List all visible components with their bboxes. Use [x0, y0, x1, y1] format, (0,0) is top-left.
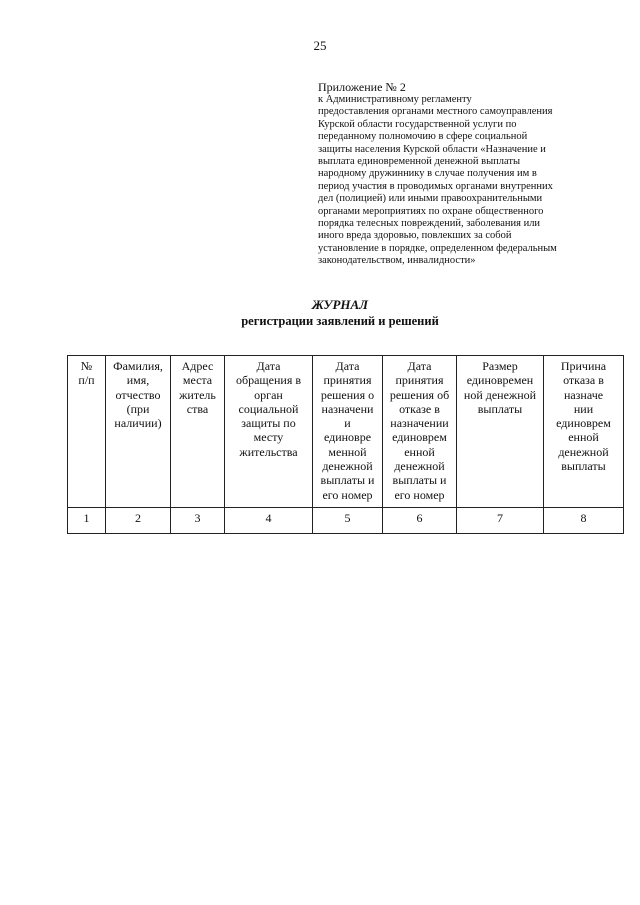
column-header-line: Дата: [335, 359, 360, 373]
annex-line: предоставления органами местного самоуправления: [318, 106, 553, 118]
annex-line: народному дружиннику в случае получения им в: [318, 168, 537, 180]
header-row: [68, 356, 624, 508]
column-header-payment-amount: [457, 356, 544, 508]
annex-line: порядка телесных повреждений, заболевания или: [318, 218, 541, 230]
annex-line: органами мероприятиях по охране общественного: [318, 205, 544, 217]
column-header-line: Размер: [482, 359, 518, 373]
annex-line: установление в порядке, определенном федеральным: [318, 242, 557, 254]
column-header-grant-decision: [313, 356, 383, 508]
column-header-line: принятия: [395, 373, 444, 388]
column-header-line: имя,: [126, 373, 150, 388]
column-header-line: принятия: [323, 373, 372, 388]
column-header-line: выплаты: [561, 459, 606, 474]
column-header-line: единовремен: [466, 373, 534, 388]
column-number: 4: [225, 508, 313, 534]
column-header-line: жительства: [239, 444, 298, 459]
column-header-number: [68, 356, 106, 508]
column-header-address: [171, 356, 225, 508]
annex-line: выплата единовременной денежной выплаты: [318, 156, 521, 168]
column-header-line: отказе в: [399, 401, 440, 416]
column-header-line: нии: [573, 401, 594, 416]
column-header-line: выплаты и: [320, 473, 375, 488]
column-header-line: единовре: [323, 430, 372, 445]
column-header-line: защиты по: [241, 416, 296, 431]
column-header-line: менной: [328, 444, 367, 459]
column-header-line: денежной: [322, 459, 373, 474]
column-header-line: и: [344, 416, 351, 431]
column-header-line: Фамилия,: [113, 359, 163, 373]
annex-line: период участия в проводимых органами внутренних: [318, 180, 553, 192]
column-header-line: единоврем: [392, 430, 447, 445]
column-header-line: решения о: [320, 387, 375, 402]
column-header-line: Дата: [407, 359, 432, 373]
annex-line: Курской области государственной услуги по: [318, 118, 517, 130]
column-header-full-name: [106, 356, 171, 508]
column-header-line: обращения в: [235, 373, 302, 388]
annex-line: законодательством, инвалидности»: [318, 255, 476, 267]
column-header-line: орган: [254, 387, 283, 402]
column-header-line: ства: [186, 401, 209, 416]
column-number: 1: [68, 508, 106, 534]
column-number: 3: [171, 508, 225, 534]
column-header-line: №: [80, 359, 93, 373]
column-header-line: единоврем: [556, 416, 611, 431]
column-header-line: денежной: [558, 444, 609, 459]
column-header-line: выплаты: [477, 401, 523, 416]
column-header-refusal-reason: [544, 356, 624, 508]
column-header-line: отказа в: [563, 373, 604, 388]
column-header-line: енной: [404, 444, 435, 459]
column-header-line: наличии): [114, 416, 162, 431]
annex-line: защиты населения Курской области «Назначение и: [318, 143, 546, 155]
column-number: 7: [457, 508, 544, 534]
annex-line: к Административному регламенту: [318, 94, 472, 105]
page-number: 25: [313, 38, 327, 53]
column-header-line: решения об: [389, 387, 450, 402]
column-header-line: енной: [568, 430, 599, 445]
column-header-line: места: [182, 373, 213, 388]
column-header-application-date: [225, 356, 313, 508]
annex-line: переданному полномочию в сфере социальной: [318, 131, 528, 143]
journal-title: ЖУРНАЛ: [311, 297, 369, 312]
column-header-line: выплаты и: [392, 473, 447, 488]
column-number-row: [68, 508, 624, 534]
column-header-refusal-decision: [383, 356, 457, 508]
column-header-line: житель: [179, 387, 216, 402]
column-number: 2: [106, 508, 171, 534]
column-header-line: Причина: [560, 359, 607, 373]
column-header-line: его номер: [322, 487, 373, 502]
column-number: 6: [383, 508, 457, 534]
column-header-line: назначении: [390, 416, 449, 431]
column-number: 8: [544, 508, 624, 534]
column-header-line: назначени: [321, 401, 374, 416]
annex-line: дел (полицией) или иными правоохранительными: [318, 193, 543, 205]
column-header-line: его номер: [394, 487, 445, 502]
annex-block: [318, 80, 580, 268]
column-header-line: месту: [253, 430, 284, 445]
column-header-line: денежной: [394, 459, 445, 474]
column-header-line: Дата: [256, 359, 281, 373]
annex-title: Приложение № 2: [318, 80, 406, 94]
annex-line: иного вреда здоровью, повлекших за собой: [318, 230, 512, 242]
registration-table: [67, 355, 624, 534]
column-header-line: отчество: [115, 387, 161, 402]
column-header-line: социальной: [238, 401, 299, 416]
column-header-line: (при: [126, 401, 150, 416]
column-header-line: назначе: [563, 387, 604, 402]
column-header-line: п/п: [78, 373, 95, 388]
column-number: 5: [313, 508, 383, 534]
column-header-line: ной денежной: [463, 387, 537, 402]
journal-subtitle: регистрации заявлений и решений: [241, 314, 439, 328]
column-header-line: Адрес: [181, 359, 214, 373]
